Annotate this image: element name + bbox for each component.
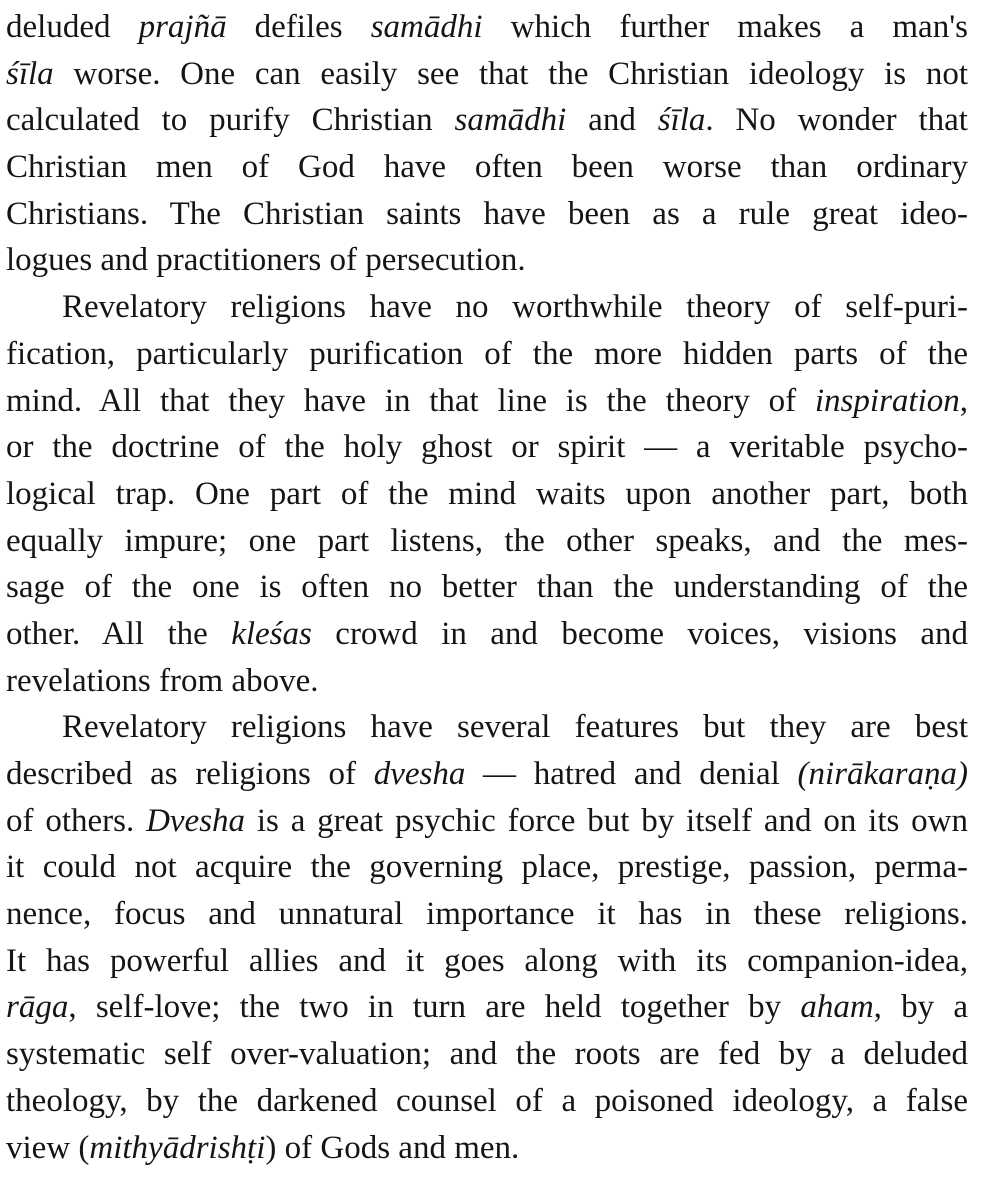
italic-term: prajñā bbox=[138, 9, 227, 45]
text-run: . No wonder that bbox=[705, 102, 968, 139]
text-run: worse. One can easily see that the Christian ideology is not bbox=[53, 55, 968, 92]
text-run: other. All the bbox=[6, 615, 232, 652]
text-run: and bbox=[566, 102, 658, 139]
text-run: nence, focus and unnatural importance it has in these religions. bbox=[6, 896, 968, 933]
text-run: described as religions of bbox=[6, 756, 374, 792]
paragraph-3 bbox=[6, 704, 968, 1171]
text-line bbox=[6, 798, 968, 845]
italic-term: aham bbox=[800, 989, 874, 1026]
italic-term: (nirākaraṇa) bbox=[797, 756, 969, 792]
text-line bbox=[6, 237, 968, 284]
text-line bbox=[6, 284, 968, 331]
italic-term: mithyādrishṭi bbox=[89, 1129, 266, 1166]
text-run: sage of the one is often no better than the understanding of the bbox=[6, 569, 968, 606]
text-run: It has powerful allies and it goes along with its companion-idea, bbox=[6, 942, 968, 979]
text-run: , by a bbox=[873, 989, 968, 1026]
text-line bbox=[6, 378, 968, 425]
text-line bbox=[6, 4, 968, 51]
text-run: — hatred and denial bbox=[465, 756, 798, 792]
text-line bbox=[6, 471, 968, 518]
text-line bbox=[6, 844, 968, 891]
text-run: fication, particularly purification of the more hidden parts of the bbox=[6, 335, 968, 372]
document-page bbox=[6, 4, 968, 1171]
text-run: crowd in and become voices, visions and bbox=[311, 615, 968, 652]
text-run: is a great psychic force but by itself and on its own bbox=[245, 802, 969, 839]
text-run: of others. bbox=[6, 802, 147, 839]
text-run: view ( bbox=[6, 1129, 90, 1166]
text-run: it could not acquire the governing place, prestige, passion, perma- bbox=[6, 849, 968, 886]
text-line bbox=[6, 984, 968, 1031]
italic-term: Dvesha bbox=[146, 802, 246, 839]
text-line bbox=[6, 1031, 968, 1078]
text-line bbox=[6, 1078, 968, 1125]
italic-term: samādhi bbox=[370, 9, 483, 45]
text-line bbox=[6, 704, 968, 751]
text-run: ) of Gods and men. bbox=[265, 1129, 520, 1166]
text-line bbox=[6, 611, 968, 658]
text-run: theology, by the darkened counsel of a poisoned ideology, a false bbox=[6, 1082, 968, 1119]
paragraph-2 bbox=[6, 284, 968, 704]
text-run: which further makes a man's bbox=[482, 9, 968, 45]
italic-term: samādhi bbox=[454, 102, 567, 139]
text-line bbox=[6, 518, 968, 565]
text-run: , bbox=[959, 382, 968, 419]
text-run: Revelatory religions have no worthwhile theory of self-puri- bbox=[62, 289, 968, 326]
text-run: equally impure; one part listens, the other speaks, and the mes- bbox=[6, 522, 968, 559]
text-line bbox=[6, 97, 968, 144]
italic-term: rāga bbox=[6, 989, 69, 1026]
text-line bbox=[6, 424, 968, 471]
text-line bbox=[6, 564, 968, 611]
text-line bbox=[6, 144, 968, 191]
text-run: defiles bbox=[226, 9, 371, 45]
text-run: systematic self over-valuation; and the roots are fed by a deluded bbox=[6, 1036, 968, 1073]
text-run: or the doctrine of the holy ghost or spirit — a veritable psycho- bbox=[6, 429, 968, 466]
italic-term: śīla bbox=[657, 102, 706, 139]
document-body bbox=[6, 4, 968, 1171]
text-line bbox=[6, 1125, 968, 1172]
italic-term: śīla bbox=[6, 55, 54, 92]
text-run: deluded bbox=[6, 9, 139, 45]
italic-term: dvesha bbox=[373, 756, 466, 792]
text-line bbox=[6, 891, 968, 938]
text-line bbox=[6, 51, 968, 98]
text-line bbox=[6, 331, 968, 378]
text-line bbox=[6, 658, 968, 705]
italic-term: inspiration bbox=[814, 382, 960, 419]
paragraph-1 bbox=[6, 4, 968, 284]
text-run: Revelatory religions have several features but they are best bbox=[62, 709, 968, 746]
text-line bbox=[6, 191, 968, 238]
text-line bbox=[6, 751, 968, 798]
text-run: , self-love; the two in turn are held together by bbox=[68, 989, 801, 1026]
text-run: logues and practitioners of persecution. bbox=[6, 242, 526, 279]
text-run: mind. All that they have in that line is the theory of bbox=[6, 382, 815, 419]
text-run: logical trap. One part of the mind waits upon another part, both bbox=[6, 475, 968, 512]
text-line bbox=[6, 938, 968, 985]
text-run: revelations from above. bbox=[6, 662, 319, 699]
italic-term: kleśas bbox=[231, 615, 312, 652]
text-run: Christian men of God have often been worse than ordinary bbox=[6, 149, 968, 186]
text-run: Christians. The Christian saints have been as a rule great ideo- bbox=[6, 195, 968, 232]
text-run: calculated to purify Christian bbox=[6, 102, 455, 139]
